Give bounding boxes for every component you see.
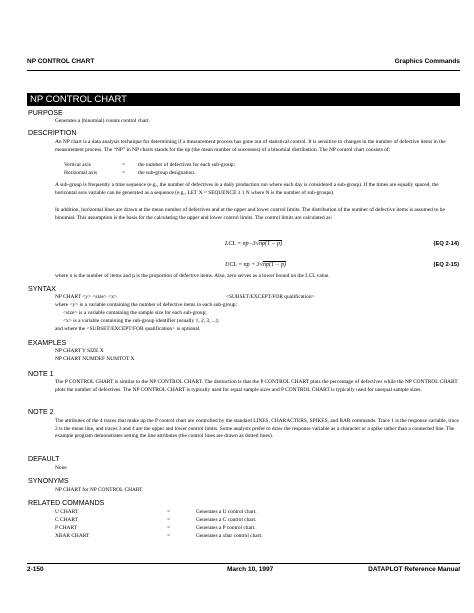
note1-text: The P CONTROL CHART is similar to the NP CONTROL CHART. The distinction is that the P CONTROL CHART plots the percentage of defectives while the NP CONTROL CHART plots the number of defectives. The NP CONTROL CHART is typically used for equal sample sizes and P CONTROL CHART is typically used for unequal sample sizes.	[55, 379, 458, 393]
note2-text: The attributes of the 4 traces that make up the P control chart are controlled by the standard LINES, CHARACTERS, SPIKES, and BAR commands. Trace 1 is the response variable, trace 2 is the mean line, and traces 3 and 4 are the upper and lower control limits. Some analysts prefer to draw the response variable as a character or a spike rather than a connected line. The example program demonstrates setting the line attributes (the control lines are drawn as dotted lines).	[55, 418, 459, 440]
footer-date: March 10, 1997	[227, 566, 274, 573]
related-eq-u-chart: =	[167, 509, 171, 515]
header-right: Graphics Commands	[394, 58, 460, 65]
header-left: NP CONTROL CHART	[27, 58, 95, 65]
syntax-line-4: and where the <SUBSET/EXCEPT/FOR qualification> is optional.	[55, 326, 201, 332]
footer-page-number: 2-150	[27, 566, 44, 573]
related-desc-p-chart: Generates a P control chart.	[196, 525, 256, 531]
purpose-heading: PURPOSE	[28, 109, 63, 117]
default-heading: DEFAULT	[28, 455, 60, 463]
syntax-line-2: <size> is a variable containing the sample size for each sub-group;	[63, 310, 207, 316]
description-heading: DESCRIPTION	[28, 129, 77, 137]
related-desc-xbar-chart: Generates a xbar control chart.	[196, 533, 263, 539]
example-line-2: NP CHART NUMDEF NUMTOT X	[55, 356, 135, 362]
equation-lcl	[55, 241, 459, 250]
syntax-line-1: where <y> is a variable containing the number of defective items in each sub-group;	[55, 302, 237, 308]
syntax-heading: SYNTAX	[28, 285, 56, 293]
related-eq-xbar-chart: =	[167, 533, 171, 539]
footer-rule	[27, 563, 460, 564]
synonyms-heading: SYNONYMS	[28, 477, 69, 485]
axis-name-horizontal: Horizontal axis	[64, 170, 98, 176]
equation-ucl-expression: UCL = np + 3√np(1 − p)	[225, 262, 287, 268]
equation-lcl-expression: LCL = np−3√np(1 − p)	[225, 241, 283, 247]
axis-eq-horizontal: =	[122, 170, 126, 176]
footer-manual-title: DATAPLOT Reference Manual	[368, 566, 460, 573]
axis-desc-horizontal: the sub-group designation.	[138, 170, 196, 176]
related-cmd-xbar-chart: XBAR CHART	[55, 533, 90, 539]
syntax-line-3: <x> is a variable containing the sub-group identifier (usually 1, 2, 3, ...);	[63, 318, 220, 324]
related-eq-p-chart: =	[167, 525, 171, 531]
command-banner: NP CONTROL CHART	[27, 93, 460, 106]
description-paragraph-3: In addition, horizontal lines are drawn at the mean number of defectives and at the upper and lower control limits. The distribution of the number of defective items is assumed to be binomial. This assumption is the basis for the calculating the upper and lower control limits. The control limits are calculated as:	[55, 207, 445, 221]
note2-heading: NOTE 2	[28, 408, 54, 416]
syntax-command: NP CHART <y> <size> <x>	[55, 294, 117, 300]
equation-ucl	[55, 262, 459, 271]
related-commands-heading: RELATED COMMANDS	[28, 499, 105, 507]
related-desc-u-chart: Generates a U control chart.	[196, 509, 257, 515]
purpose-text: Generates a (binomial) counts control chart.	[55, 118, 150, 124]
axis-name-vertical: Vertical axis	[64, 162, 91, 168]
axis-desc-vertical: the number of defectives for each sub-group;	[138, 162, 235, 168]
description-paragraph-4: where n is the number of items and p is the proportion of defective items. Also, zero serves as a lower bound on the LCL value.	[55, 273, 330, 279]
synonyms-text: NP CHART for NP CONTROL CHART	[55, 487, 143, 493]
equation-ucl-label: (EQ 2-15)	[433, 262, 459, 268]
related-cmd-u-chart: U CHART	[55, 509, 79, 515]
syntax-qualification: <SUBSET/EXCEPT/FOR qualification>	[226, 294, 315, 300]
related-cmd-p-chart: P CHART	[55, 525, 78, 531]
related-cmd-c-chart: C CHART	[55, 517, 78, 523]
related-desc-c-chart: Generates a C control chart.	[196, 517, 257, 523]
header-rule	[27, 70, 460, 71]
axis-eq-vertical: =	[122, 162, 126, 168]
examples-heading: EXAMPLES	[28, 339, 67, 347]
example-line-1: NP CHART Y SIZE X	[55, 348, 104, 354]
related-eq-c-chart: =	[167, 517, 171, 523]
note1-heading: NOTE 1	[28, 370, 54, 378]
description-paragraph-1: An NP chart is a data analysis technique for determining if a measurement process has gone out of statistical control. It is sensitive to changes in the number of defective items in the measurement process. The “NP” in NP charts stands for the np (the mean number of successes) of a binomial distribution. The NP control chart consists of:	[55, 139, 446, 153]
default-text: None	[55, 465, 67, 471]
equation-lcl-label: (EQ 2-14)	[433, 241, 459, 247]
description-paragraph-2: A sub-group is frequently a time sequence (e.g., the number of defectives in a daily production run where each day is considered a sub-group). If the times are equally spaced, the horizontal axis variable can be generated as a sequence (e.g., LET X = SEQUENCE 1 1 N where N is the number of sub-groups).	[55, 182, 439, 196]
page-header	[27, 58, 460, 65]
